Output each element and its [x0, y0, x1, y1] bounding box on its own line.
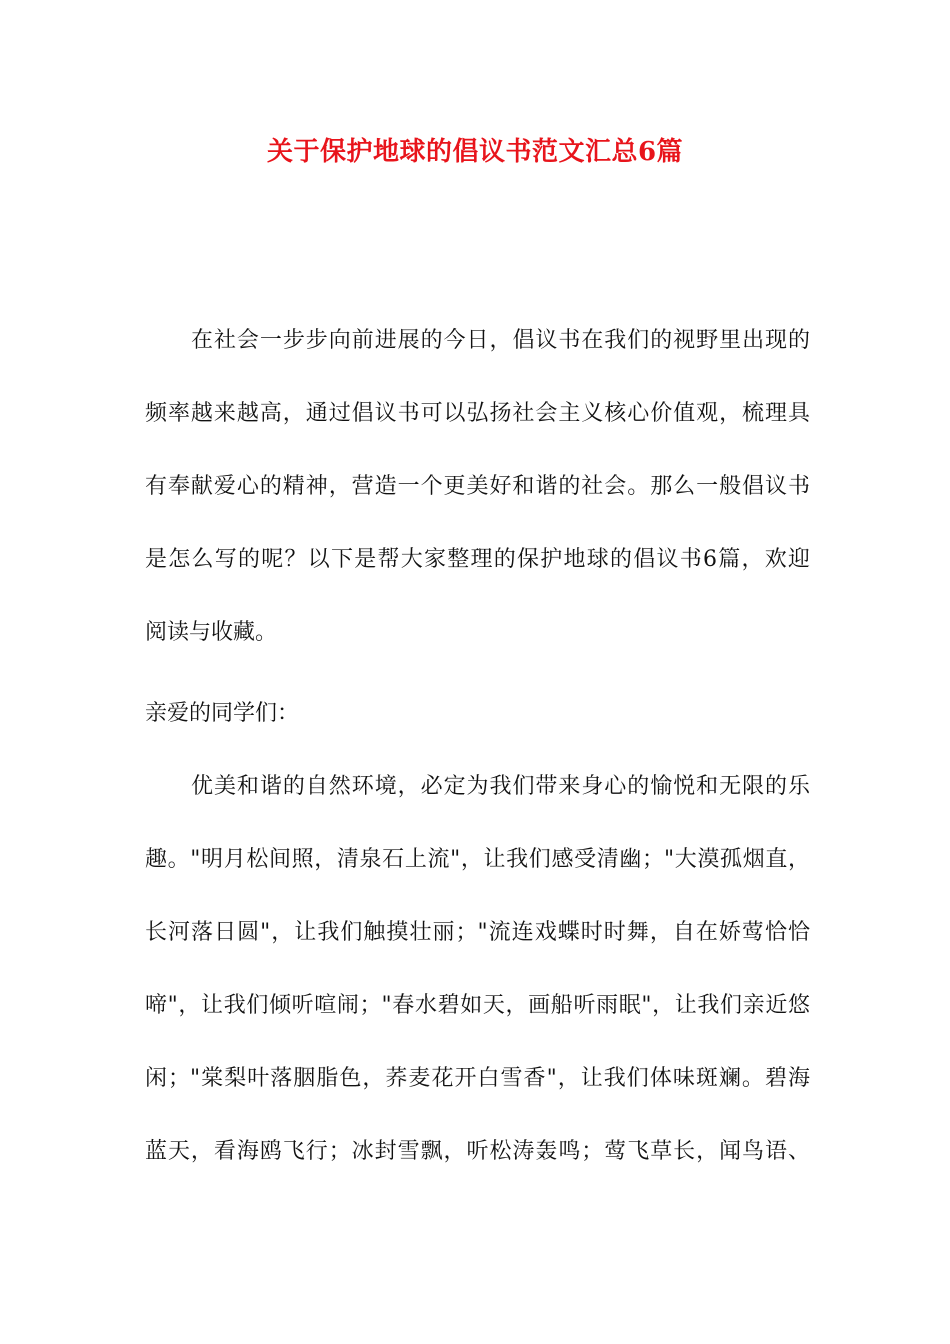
paragraph-line: 蓝天，看海鸥飞行；冰封雪飘，听松涛轰鸣；莺飞草长，闻鸟语、 [145, 1139, 810, 1164]
paragraph-line: 长河落日圆"，让我们触摸壮丽；"流连戏蝶时时舞，自在娇莺恰恰 [145, 920, 810, 945]
paragraph-line: 啼"，让我们倾听喧闹；"春水碧如天，画船听雨眠"，让我们亲近悠 [145, 993, 810, 1018]
paragraph-line: 优美和谐的自然环境，必定为我们带来身心的愉悦和无限的乐 [191, 774, 810, 799]
paragraph-line: 趣。"明月松间照，清泉石上流"，让我们感受清幽；"大漠孤烟直， [145, 847, 810, 872]
paragraph-line: 闲；"棠梨叶落胭脂色，荞麦花开白雪香"，让我们体味斑斓。碧海 [145, 1066, 810, 1091]
paragraph-salutation [145, 677, 810, 750]
paragraph-line: 阅读与收藏。 [145, 620, 278, 645]
paragraph-intro [145, 304, 810, 669]
paragraph-line: 是怎么写的呢？以下是帮大家整理的保护地球的倡议书6篇，欢迎 [145, 547, 810, 572]
paragraph-line: 在社会一步步向前进展的今日，倡议书在我们的视野里出现的 [191, 328, 810, 353]
paragraph-line: 频率越来越高，通过倡议书可以弘扬社会主义核心价值观，梳理具 [145, 401, 810, 426]
salutation-line: 亲爱的同学们： [145, 701, 300, 726]
document-title: 关于保护地球的倡议书范文汇总6篇 [266, 137, 684, 167]
paragraph-line: 有奉献爱心的精神，营造一个更美好和谐的社会。那么一般倡议书 [145, 474, 810, 499]
paragraph-body [145, 750, 810, 1188]
